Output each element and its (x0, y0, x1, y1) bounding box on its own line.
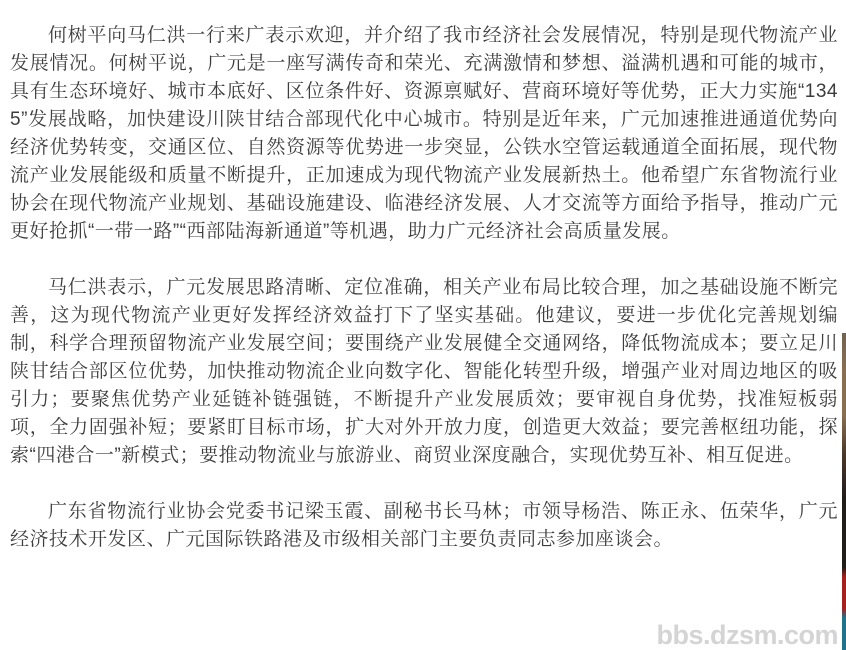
right-edge-image-sliver (842, 333, 846, 650)
paragraph-he-shuping-remarks: 何树平向马仁洪一行来广表示欢迎，并介绍了我市经济社会发展情况，特别是现代物流产业发展情况。何树平说，广元是一座写满传奇和荣光、充满激情和梦想、溢满机遇和可能的城市，具有生态环境好、城市本底好、区位条件好、资源禀赋好、营商环境好等优势，正大力实施“1345”发展战略，加快建设川陕甘结合部现代化中心城市。特别是近年来，广元加速推进通道优势向经济优势转变，交通区位、自然资源等优势进一步突显，公铁水空管运载通道全面拓展，现代物流产业发展能级和质量不断提升，正加速成为现代物流产业发展新热土。他希望广东省物流行业协会在现代物流产业规划、基础设施建设、临港经济发展、人才交流等方面给予指导，推动广元更好抢抓“一带一路”“西部陆海新通道”等机遇，助力广元经济社会高质量发展。 (10, 25, 838, 242)
site-watermark: bbs.dzsm.com (656, 620, 838, 650)
paragraph-attendees: 广东省物流行业协会党委书记梁玉霞、副秘书长马林；市领导杨浩、陈正永、伍荣华，广元经济技术开发区、广元国际铁路港及市级相关部门主要负责同志参加座谈会。 (10, 501, 838, 550)
paragraph-ma-renhong-remarks: 马仁洪表示，广元发展思路清晰、定位准确，相关产业布局比较合理，加之基础设施不断完善，这为现代物流产业更好发挥经济效益打下了坚实基础。他建议，要进一步优化完善规划编制，科学合理预留物流产业发展空间；要围绕产业发展健全交通网络，降低物流成本；要立足川陕甘结合部区位优势，加快推动物流企业向数字化、智能化转型升级，增强产业对周边地区的吸引力；要聚焦优势产业延链补链强链，不断提升产业发展质效；要审视自身优势，找准短板弱项，全力固强补短；要紧盯目标市场，扩大对外开放力度，创造更大效益；要完善枢纽功能，探索“四港合一”新模式；要推动物流业与旅游业、商贸业深度融合，实现优势互补、相互促进。 (10, 277, 838, 466)
